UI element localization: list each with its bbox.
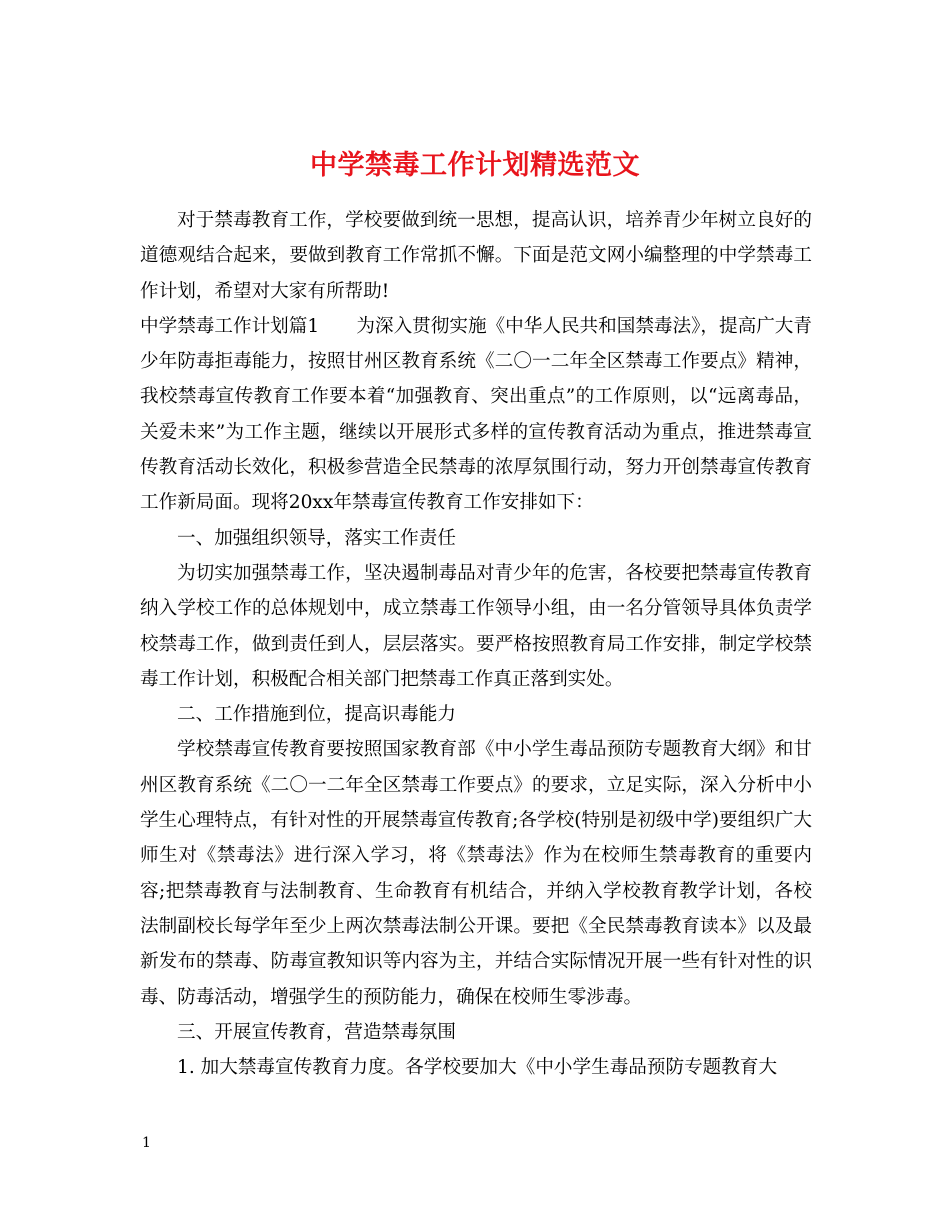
section-heading-1: 一、加强组织领导，落实工作责任 bbox=[177, 527, 456, 549]
document-title: 中学禁毒工作计划精选范文 bbox=[310, 150, 640, 182]
document-body bbox=[140, 203, 812, 1085]
list-item-1: 1. 加大禁毒宣传教育力度。各学校要加大《中小学生毒品预防专题教育大 bbox=[177, 1057, 778, 1079]
section-paragraph-2: 学校禁毒宣传教育要按照国家教育部《中小学生毒品预防专题教育大纲》和甘州区教育系统《二〇一二年全区禁毒工作要点》的要求，立足实际，深入分析中小学生心理特点，有针对性的开展禁毒宣传教育;各学校(特别是初级中学)要组织广大师生对《禁毒法》进行深入学习，将《禁毒法》作为在校师生禁毒教育的重要内容;把禁毒教育与法制教育、生命教育有机结合，并纳入学校教育教学计划，各校法制副校长每学年至少上两次禁毒法制公开课。要把《全民禁毒教育读本》以及最新发布的禁毒、防毒宣教知识等内容为主，并结合实际情况开展一些有针对性的识毒、防毒活动，增强学生的预防能力，确保在校师生零涉毒。 bbox=[140, 739, 812, 1008]
section-paragraph-1: 为切实加强禁毒工作，坚决遏制毒品对青少年的危害，各校要把禁毒宣传教育纳入学校工作的总体规划中，成立禁毒工作领导小组，由一名分管领导具体负责学校禁毒工作，做到责任到人，层层落实。要严格按照教育局工作安排，制定学校禁毒工作计划，积极配合相关部门把禁毒工作真正落到实处。 bbox=[140, 562, 812, 690]
page-number: 1 bbox=[142, 1135, 151, 1151]
intro-paragraph: 对于禁毒教育工作，学校要做到统一思想，提高认识，培养青少年树立良好的道德观结合起来，要做到教育工作常抓不懈。下面是范文网小编整理的中学禁毒工作计划，希望对大家有所帮助! bbox=[140, 210, 812, 302]
plan-one-paragraph: 中学禁毒工作计划篇1 为深入贯彻实施《中华人民共和国禁毒法》，提高广大青少年防毒拒毒能力，按照甘州区教育系统《二〇一二年全区禁毒工作要点》精神，我校禁毒宣传教育工作要本着“加强教育、突出重点”的工作原则，以“远离毒品，关爱未来”为工作主题，继续以开展形式多样的宣传教育活动为重点，推进禁毒宣传教育活动长效化，积极参营造全民禁毒的浓厚氛围行动，努力开创禁毒宣传教育工作新局面。现将20xx年禁毒宣传教育工作安排如下： bbox=[140, 315, 812, 514]
section-heading-3: 三、开展宣传教育，营造禁毒氛围 bbox=[177, 1021, 456, 1043]
section-heading-2: 二、工作措施到位，提高识毒能力 bbox=[177, 704, 456, 726]
